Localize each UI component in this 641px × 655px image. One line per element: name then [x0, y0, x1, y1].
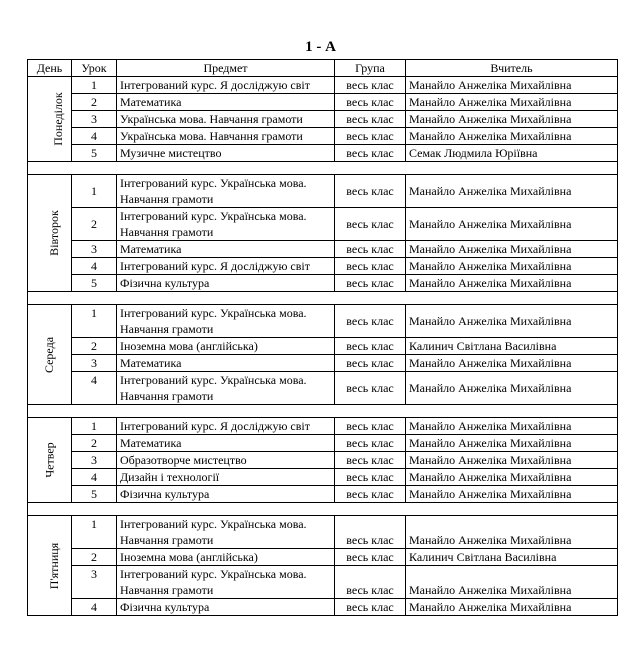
- subject-cell: Математика: [117, 355, 335, 372]
- day-separator: [28, 162, 618, 175]
- teacher-cell: Манайло Анжеліка Михайлівна: [406, 241, 618, 258]
- group-cell: весь клас: [335, 128, 406, 145]
- group-cell: весь клас: [335, 241, 406, 258]
- teacher-cell: Калинич Світлана Василівна: [406, 549, 618, 566]
- subject-cell: Інтегрований курс. Я досліджую світ: [117, 77, 335, 94]
- header-group: Група: [335, 60, 406, 77]
- table-row: [28, 418, 618, 435]
- table-row: [28, 241, 618, 258]
- lesson-number: 1: [72, 305, 117, 338]
- lesson-number: 4: [72, 599, 117, 616]
- subject-cell: Фізична культура: [117, 275, 335, 292]
- group-cell: весь клас: [335, 372, 406, 405]
- teacher-cell: Манайло Анжеліка Михайлівна: [406, 486, 618, 503]
- subject-cell: Музичне мистецтво: [117, 145, 335, 162]
- group-cell: весь клас: [335, 355, 406, 372]
- table-row: [28, 549, 618, 566]
- teacher-cell: Манайло Анжеліка Михайлівна: [406, 275, 618, 292]
- day-cell: [28, 175, 72, 292]
- subject-cell: Інтегрований курс. Українська мова. Навчання грамоти: [117, 372, 335, 405]
- subject-cell: Фізична культура: [117, 486, 335, 503]
- header-subject: Предмет: [117, 60, 335, 77]
- group-cell: весь клас: [335, 566, 406, 599]
- group-cell: весь клас: [335, 111, 406, 128]
- teacher-cell: Манайло Анжеліка Михайлівна: [406, 111, 618, 128]
- lesson-number: 3: [72, 111, 117, 128]
- lesson-number: 1: [72, 418, 117, 435]
- lesson-number: 2: [72, 549, 117, 566]
- day-label: Вівторок: [46, 210, 61, 256]
- group-cell: весь клас: [335, 258, 406, 275]
- day-cell: [28, 516, 72, 616]
- lesson-number: 4: [72, 128, 117, 145]
- teacher-cell: Манайло Анжеліка Михайлівна: [406, 258, 618, 275]
- header-row: [28, 60, 618, 77]
- lesson-number: 1: [72, 516, 117, 549]
- subject-cell: Інтегрований курс. Українська мова. Навчання грамоти: [117, 566, 335, 599]
- table-row: [28, 145, 618, 162]
- table-row: [28, 128, 618, 145]
- teacher-cell: Манайло Анжеліка Михайлівна: [406, 128, 618, 145]
- lesson-number: 2: [72, 435, 117, 452]
- group-cell: весь клас: [335, 175, 406, 208]
- lesson-number: 4: [72, 372, 117, 405]
- teacher-cell: Семак Людмила Юріївна: [406, 145, 618, 162]
- table-row: [28, 208, 618, 241]
- group-cell: весь клас: [335, 305, 406, 338]
- group-cell: весь клас: [335, 469, 406, 486]
- group-cell: весь клас: [335, 486, 406, 503]
- table-row: [28, 469, 618, 486]
- header-day: День: [28, 60, 72, 77]
- group-cell: весь клас: [335, 208, 406, 241]
- table-row: [28, 599, 618, 616]
- day-separator: [28, 405, 618, 418]
- table-row: [28, 305, 618, 338]
- group-cell: весь клас: [335, 338, 406, 355]
- day-label: Середа: [42, 336, 57, 373]
- subject-cell: Інтегрований курс. Українська мова. Навчання грамоти: [117, 516, 335, 549]
- day-label: Понеділок: [50, 92, 65, 146]
- teacher-cell: Манайло Анжеліка Михайлівна: [406, 516, 618, 549]
- day-separator: [28, 503, 618, 516]
- table-row: [28, 175, 618, 208]
- group-cell: весь клас: [335, 435, 406, 452]
- subject-cell: Інтегрований курс. Я досліджую світ: [117, 258, 335, 275]
- subject-cell: Математика: [117, 94, 335, 111]
- subject-cell: Українська мова. Навчання грамоти: [117, 128, 335, 145]
- subject-cell: Українська мова. Навчання грамоти: [117, 111, 335, 128]
- subject-cell: Інтегрований курс. Українська мова. Навчання грамоти: [117, 175, 335, 208]
- header-lesson: Урок: [72, 60, 117, 77]
- lesson-number: 5: [72, 275, 117, 292]
- group-cell: весь клас: [335, 599, 406, 616]
- subject-cell: Інтегрований курс. Українська мова. Навчання грамоти: [117, 305, 335, 338]
- lesson-number: 4: [72, 469, 117, 486]
- subject-cell: Образотворче мистецтво: [117, 452, 335, 469]
- day-separator: [28, 292, 618, 305]
- day-label: П'ятниця: [47, 542, 62, 589]
- lesson-number: 2: [72, 94, 117, 111]
- table-row: [28, 94, 618, 111]
- table-row: [28, 338, 618, 355]
- teacher-cell: Манайло Анжеліка Михайлівна: [406, 175, 618, 208]
- subject-cell: Іноземна мова (англійська): [117, 338, 335, 355]
- lesson-number: 1: [72, 175, 117, 208]
- subject-cell: Фізична культура: [117, 599, 335, 616]
- table-row: [28, 275, 618, 292]
- teacher-cell: Манайло Анжеліка Михайлівна: [406, 469, 618, 486]
- teacher-cell: Манайло Анжеліка Михайлівна: [406, 435, 618, 452]
- table-row: [28, 452, 618, 469]
- day-cell: [28, 77, 72, 162]
- teacher-cell: Манайло Анжеліка Михайлівна: [406, 418, 618, 435]
- day-cell: [28, 305, 72, 405]
- teacher-cell: Манайло Анжеліка Михайлівна: [406, 208, 618, 241]
- subject-cell: Інтегрований курс. Українська мова. Навчання грамоти: [117, 208, 335, 241]
- lesson-number: 3: [72, 241, 117, 258]
- group-cell: весь клас: [335, 549, 406, 566]
- lesson-number: 3: [72, 452, 117, 469]
- table-row: [28, 111, 618, 128]
- table-row: [28, 435, 618, 452]
- subject-cell: Іноземна мова (англійська): [117, 549, 335, 566]
- lesson-number: 2: [72, 208, 117, 241]
- teacher-cell: Манайло Анжеліка Михайлівна: [406, 599, 618, 616]
- document-title: 1 - А: [305, 39, 336, 55]
- group-cell: весь клас: [335, 516, 406, 549]
- day-label: Четвер: [42, 442, 57, 478]
- subject-cell: Інтегрований курс. Я досліджую світ: [117, 418, 335, 435]
- group-cell: весь клас: [335, 452, 406, 469]
- table-row: [28, 258, 618, 275]
- day-cell: [28, 418, 72, 503]
- lesson-number: 5: [72, 145, 117, 162]
- teacher-cell: Манайло Анжеліка Михайлівна: [406, 305, 618, 338]
- group-cell: весь клас: [335, 275, 406, 292]
- lesson-number: 1: [72, 77, 117, 94]
- lesson-number: 5: [72, 486, 117, 503]
- teacher-cell: Манайло Анжеліка Михайлівна: [406, 452, 618, 469]
- table-row: [28, 77, 618, 94]
- schedule-table: [27, 59, 618, 616]
- table-row: [28, 566, 618, 599]
- teacher-cell: Манайло Анжеліка Михайлівна: [406, 355, 618, 372]
- table-row: [28, 372, 618, 405]
- lesson-number: 3: [72, 355, 117, 372]
- teacher-cell: Манайло Анжеліка Михайлівна: [406, 566, 618, 599]
- subject-cell: Дизайн і технології: [117, 469, 335, 486]
- header-teacher: Вчитель: [406, 60, 618, 77]
- teacher-cell: Манайло Анжеліка Михайлівна: [406, 77, 618, 94]
- table-row: [28, 355, 618, 372]
- teacher-cell: Калинич Світлана Василівна: [406, 338, 618, 355]
- lesson-number: 4: [72, 258, 117, 275]
- lesson-number: 3: [72, 566, 117, 599]
- teacher-cell: Манайло Анжеліка Михайлівна: [406, 372, 618, 405]
- lesson-number: 2: [72, 338, 117, 355]
- group-cell: весь клас: [335, 418, 406, 435]
- group-cell: весь клас: [335, 145, 406, 162]
- table-row: [28, 486, 618, 503]
- teacher-cell: Манайло Анжеліка Михайлівна: [406, 94, 618, 111]
- subject-cell: Математика: [117, 241, 335, 258]
- table-row: [28, 516, 618, 549]
- group-cell: весь клас: [335, 77, 406, 94]
- group-cell: весь клас: [335, 94, 406, 111]
- subject-cell: Математика: [117, 435, 335, 452]
